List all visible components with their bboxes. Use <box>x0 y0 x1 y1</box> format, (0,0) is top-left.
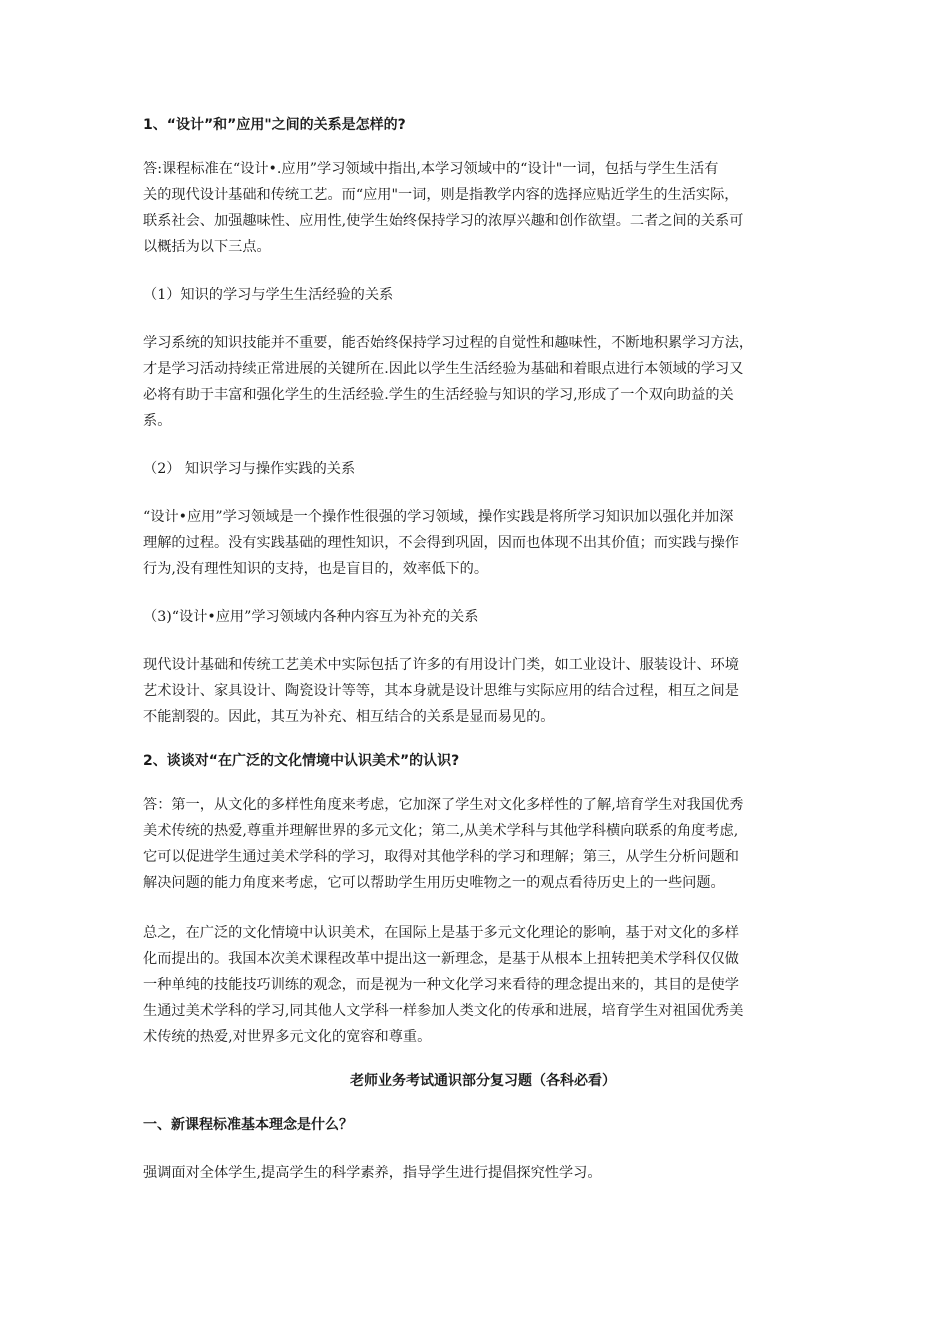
subsection-1-text: 学习系统的知识技能并不重要，能否始终保持学习过程的自觉性和趣味性，不断地积累学习方法， 才是学习活动持续正常进展的关键所在.因此以学生生活经验为基础和着眼点进行本领域的学习又 必将有助于丰富和强化学生的生活经验.学生的生活经验与知识的学习,形成了一个双向助益的关 系。 <box>143 335 754 429</box>
question-3-title: 一、新课程标准基本理念是什么？ <box>143 1117 353 1133</box>
question-2-title: 2、谈谈对“在广泛的文化情境中认识美术”的认识? <box>143 753 460 769</box>
question-3-answer: 强调面对全体学生,提高学生的科学素养，指导学生进行提倡探究性学习。 <box>143 1165 602 1181</box>
question-2-answer: 答：第一，从文化的多样性角度来考虑，它加深了学生对文化多样性的了解,培育学生对我国优秀 美术传统的热爱,尊重并理解世界的多元文化；第二,从美术学科与其他学科横向联系的角度考虑, 它可以促进学生通过美术学科的学习，取得对其他学科的学习和理解；第三，从学生分析问题和 解决问题的能力角度来考虑，它可以帮助学生用历史唯物之一的观点看待历史上的一些问题。 <box>143 797 744 891</box>
section-title: 老师业务考试通识部分复习题（各科必看） <box>350 1073 616 1089</box>
subsection-2-text: “设计•应用”学习领域是一个操作性很强的学习领域，操作实践是将所学习知识加以强化并加深 理解的过程。没有实践基础的理性知识，不会得到巩固，因而也体现不出其价值；而实践与操作 行为,没有理性知识的支持，也是盲目的，效率低下的。 <box>143 509 739 577</box>
subsection-2-title: （2） 知识学习与操作实践的关系 <box>143 461 356 477</box>
summary-paragraph: 总之，在广泛的文化情境中认识美术，在国际上是基于多元文化理论的影响，基于对文化的多样 化而提出的。我国本次美术课程改革中提出这一新理念，是基于从根本上扭转把美术学科仅仅做 一种单纯的技能技巧训练的观念，而是视为一种文化学习来看待的理念提出来的，其目的是使学 生通过美术学科的学习,同其他人文学科一样参加人类文化的传承和进展，培育学生对祖国优秀美 术传统的热爱,对世界多元文化的宽容和尊重。 <box>143 925 744 1045</box>
subsection-1-title: （1）知识的学习与学生生活经验的关系 <box>143 287 394 303</box>
question-1-answer: 答:课程标准在“设计•.应用”学习领域中指出,本学习领域中的“设计"一词，包括与学生生活有 关的现代设计基础和传统工艺。而“应用"一词，则是指教学内容的选择应贴近学生的生活实际， 联系社会、加强趣味性、应用性,使学生始终保持学习的浓厚兴趣和创作欲望。二者之间的关系可 以概括为以下三点。 <box>143 161 744 255</box>
document-page <box>143 108 823 1186</box>
subsection-3-text: 现代设计基础和传统工艺美术中实际包括了许多的有用设计门类，如工业设计、服装设计、环境 艺术设计、家具设计、陶瓷设计等等，其本身就是设计思维与实际应用的结合过程，相互之间是 不能割裂的。因此，其互为补充、相互结合的关系是显而易见的。 <box>143 657 739 725</box>
question-1-title: 1、“设计”和”应用"之间的关系是怎样的? <box>143 117 406 133</box>
subsection-3-title: （3)“设计•应用”学习领域内各种内容互为补充的关系 <box>143 609 479 625</box>
